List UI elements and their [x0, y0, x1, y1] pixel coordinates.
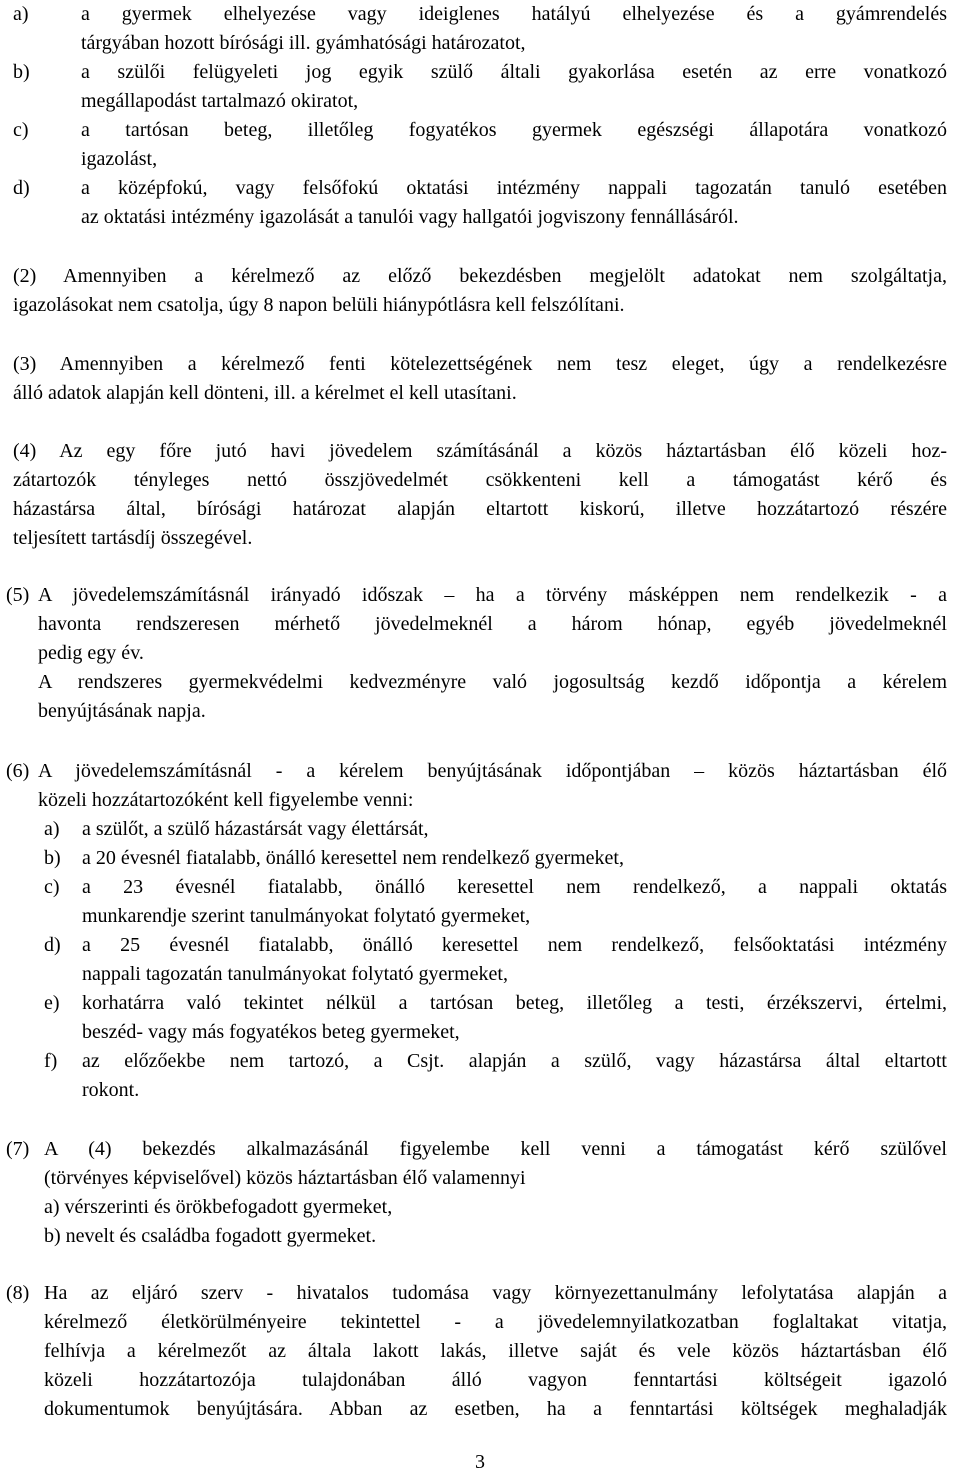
paragraph-3 — [13, 350, 947, 408]
text-line: pedig egy év. — [38, 642, 144, 664]
page-number: 3 — [475, 1451, 485, 1473]
text-line: a szülőt, a szülő házastársát vagy élettársát, — [82, 818, 429, 840]
text-line: a) vérszerinti és örökbefogadott gyermeket, — [44, 1196, 393, 1218]
text-line: az előzőekbe nem tartozó, a Csjt. alapján a szülő, vagy házastársa által eltartott — [82, 1050, 947, 1072]
text-line: a 20 évesnél fiatalabb, önálló keresettel nem rendelkező gyermeket, — [82, 847, 624, 869]
text-line: b) nevelt és családba fogadott gyermeket. — [44, 1225, 377, 1247]
paragraph-6 — [6, 757, 947, 815]
list-item-b — [13, 58, 947, 116]
text-line: a tartósan beteg, illetőleg fogyatékos gyermek egészségi állapotára vonatkozó — [81, 119, 947, 141]
text-line: közeli hozzátartozója tulajdonában álló vagyon fenntartási költségeit igazoló — [44, 1369, 947, 1391]
paragraph-8 — [6, 1279, 947, 1424]
paragraph-label: (5) — [6, 584, 30, 606]
sublist-item-c — [44, 873, 947, 931]
text-line: házastársa által, bírósági határozat alapján eltartott kiskorú, illetve hozzátartozó részére — [13, 498, 947, 520]
text-line: (3) Amennyiben a kérelmező fenti kötelezettségének nem tesz eleget, úgy a rendelkezésre — [13, 353, 947, 375]
list-label: c) — [13, 119, 29, 141]
text-line: A jövedelemszámításnál - a kérelem benyújtásának időpontjában – közös háztartásban élő — [38, 760, 947, 782]
text-line: a szülői felügyeleti jog egyik szülő általi gyakorlása esetén az erre vonatkozó — [81, 61, 947, 83]
text-line: nappali tagozatán tanulmányokat folytató gyermeket, — [82, 963, 508, 985]
text-line: felhívja a kérelmezőt az általa lakott lakás, illetve saját és vele közös háztartásban élő — [44, 1340, 947, 1362]
text-line: a gyermek elhelyezése vagy ideiglenes hatályú elhelyezése és a gyámrendelés — [81, 3, 947, 25]
text-line: igazolásokat nem csatolja, úgy 8 napon belüli hiánypótlásra kell felszólítani. — [13, 294, 625, 316]
paragraph-2 — [13, 262, 947, 320]
sublist-item-b — [44, 844, 947, 873]
text-line: havonta rendszeresen mérhető jövedelmeknél a három hónap, egyéb jövedelmeknél — [38, 613, 947, 635]
paragraph-7 — [6, 1135, 947, 1251]
paragraph-4 — [13, 437, 947, 553]
text-line: benyújtásának napja. — [38, 700, 206, 722]
text-line: A rendszeres gyermekvédelmi kedvezményre való jogosultság kezdő időpontja a kérelem — [38, 671, 947, 693]
sublist-item-d — [44, 931, 947, 989]
paragraph-label: (7) — [6, 1138, 30, 1160]
text-line: munkarendje szerint tanulmányokat folytató gyermeket, — [82, 905, 531, 927]
list-item-c — [13, 116, 947, 174]
sublist-item-e — [44, 989, 947, 1047]
text-line: teljesített tartásdíj összegével. — [13, 527, 253, 549]
text-line: (4) Az egy főre jutó havi jövedelem számításánál a közös háztartásban élő közeli hoz- — [13, 440, 947, 462]
list-label: d) — [13, 177, 30, 199]
text-line: közeli hozzátartozóként kell figyelembe venni: — [38, 789, 414, 811]
text-line: (törvényes képviselővel) közös háztartásban élő valamennyi — [44, 1167, 526, 1189]
text-line: a 23 évesnél fiatalabb, önálló keresettel nem rendelkező, a nappali oktatás — [82, 876, 947, 898]
list-label: c) — [44, 876, 60, 898]
text-line: (2) Amennyiben a kérelmező az előző bekezdésben megjelölt adatokat nem szolgáltatja, — [13, 265, 947, 287]
list-label: d) — [44, 934, 61, 956]
list-label: a) — [13, 3, 29, 25]
text-line: zátartozók tényleges nettó összjövedelmét csökkenteni kell a támogatást kérő és — [13, 469, 947, 491]
list-label: b) — [13, 61, 30, 83]
sublist-item-f — [44, 1047, 947, 1105]
text-line: megállapodást tartalmazó okiratot, — [81, 90, 359, 112]
text-line: a 25 évesnél fiatalabb, önálló keresettel nem rendelkező, felsőoktatási intézmény — [82, 934, 947, 956]
text-line: A jövedelemszámításnál irányadó időszak – ha a törvény másképpen nem rendelkezik - a — [38, 584, 947, 606]
text-line: A (4) bekezdés alkalmazásánál figyelembe kell venni a támogatást kérő szülővel — [44, 1138, 947, 1160]
text-line: dokumentumok benyújtására. Abban az esetben, ha a fenntartási költségek meghaladják — [44, 1398, 947, 1420]
text-line: tárgyában hozott bírósági ill. gyámhatósági határozatot, — [81, 32, 526, 54]
list-item-d — [13, 174, 947, 232]
list-label: b) — [44, 847, 61, 869]
paragraph-5 — [6, 581, 947, 726]
text-line: korhatárra való tekintet nélkül a tartósan beteg, illetőleg a testi, érzékszervi, értelmi, — [82, 992, 947, 1014]
list-label: a) — [44, 818, 60, 840]
text-line: a középfokú, vagy felsőfokú oktatási intézmény nappali tagozatán tanuló esetében — [81, 177, 947, 199]
text-line: álló adatok alapján kell dönteni, ill. a kérelmet el kell utasítani. — [13, 382, 517, 404]
text-line: rokont. — [82, 1079, 140, 1101]
paragraph-label: (8) — [6, 1282, 30, 1304]
text-line: Ha az eljáró szerv - hivatalos tudomása vagy környezettanulmány lefolytatása alapján a — [44, 1282, 947, 1304]
text-line: beszéd- vagy más fogyatékos beteg gyermeket, — [82, 1021, 460, 1043]
list-item-a — [13, 0, 947, 58]
text-line: kérelmező életkörülményeire tekintettel - a jövedelemnyilatkozatban foglaltakat vitatja, — [44, 1311, 947, 1333]
text-line: az oktatási intézmény igazolását a tanulói vagy hallgatói jogviszony fennállásáról. — [81, 206, 739, 228]
text-line: igazolást, — [81, 148, 158, 170]
paragraph-label: (6) — [6, 760, 30, 782]
list-label: e) — [44, 992, 60, 1014]
list-label: f) — [44, 1050, 58, 1072]
sublist-item-a — [44, 815, 947, 844]
